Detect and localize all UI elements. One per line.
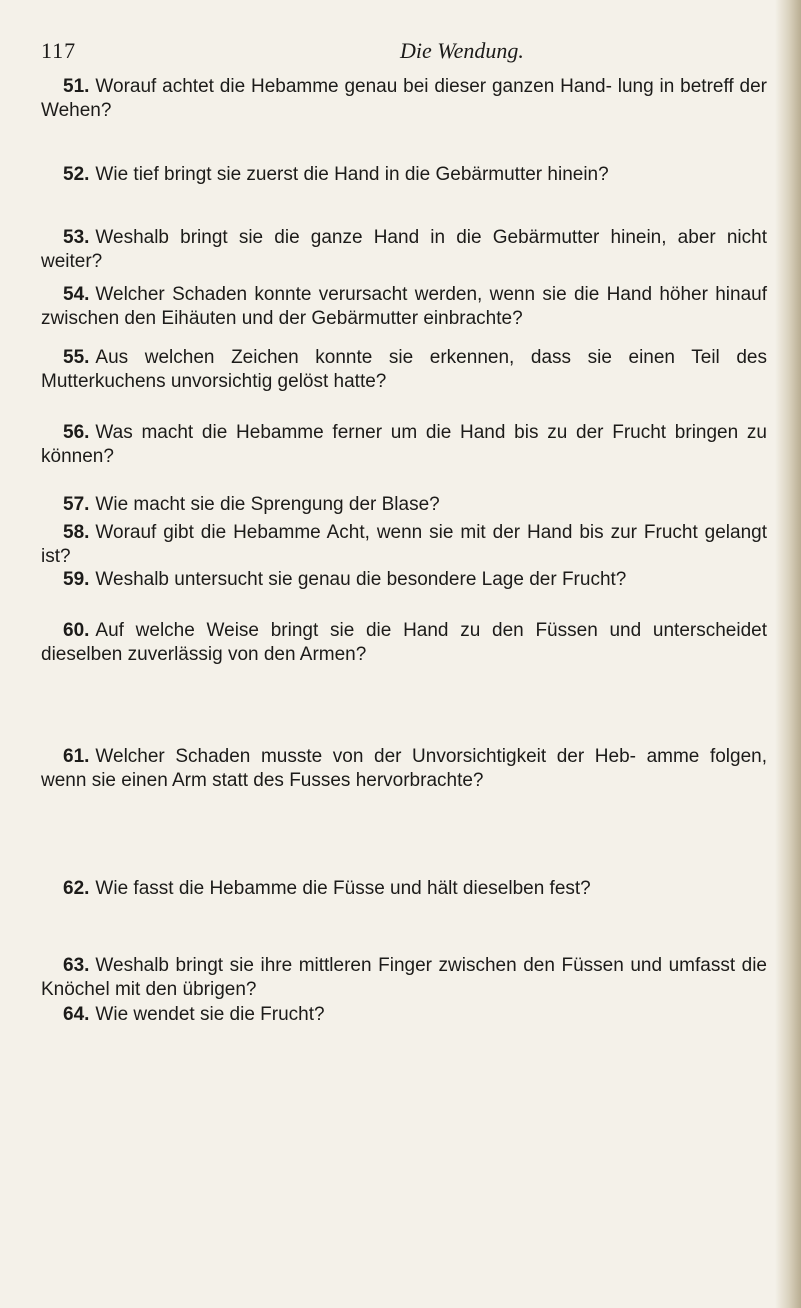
question-text: Worauf achtet die Hebamme genau bei dieser ganzen Hand- lung in betreff der Wehen? xyxy=(41,76,767,121)
question-text: Aus welchen Zeichen konnte sie erkennen, dass sie einen Teil des Mutterkuchens unvorsichtig gelöst hatte? xyxy=(41,347,767,392)
question-text: Weshalb bringt sie ihre mittleren Finger zwischen den Füssen und umfasst die Knöchel mit den übrigen? xyxy=(41,955,767,1000)
question-62 xyxy=(41,877,767,901)
question-52 xyxy=(41,163,767,187)
page-number: 117 xyxy=(41,38,77,63)
question-number: 59. xyxy=(63,569,90,590)
question-number: 58. xyxy=(63,522,90,543)
question-text: Weshalb untersucht sie genau die besondere Lage der Frucht? xyxy=(95,569,627,590)
question-number: 57. xyxy=(63,494,90,515)
question-58 xyxy=(41,521,767,569)
question-text: Weshalb bringt sie die ganze Hand in die Gebärmutter hinein, aber nicht weiter? xyxy=(41,227,767,272)
question-63 xyxy=(41,954,767,1002)
question-number: 63. xyxy=(63,955,90,976)
question-number: 55. xyxy=(63,347,90,368)
question-61 xyxy=(41,745,767,793)
question-60 xyxy=(41,619,767,667)
question-64 xyxy=(41,1003,767,1027)
question-text: Wie wendet sie die Frucht? xyxy=(95,1004,325,1025)
question-text: Wie tief bringt sie zuerst die Hand in die Gebärmutter hinein? xyxy=(95,164,609,185)
question-number: 61. xyxy=(63,746,90,767)
question-number: 51. xyxy=(63,76,90,97)
question-text: Welcher Schaden konnte verursacht werden, wenn sie die Hand höher hinauf zwischen den Eihäuten und der Gebärmutter einbrachte? xyxy=(41,284,767,329)
question-57 xyxy=(41,493,767,517)
question-59 xyxy=(41,568,767,592)
question-number: 60. xyxy=(63,620,90,641)
question-text: Auf welche Weise bringt sie die Hand zu den Füssen und unterscheidet dieselben zuverlässig von den Armen? xyxy=(41,620,767,665)
question-53 xyxy=(41,226,767,274)
question-text: Welcher Schaden musste von der Unvorsichtigkeit der Heb- amme folgen, wenn sie einen Arm statt des Fusses hervorbrachte? xyxy=(41,746,767,791)
question-text: Was macht die Hebamme ferner um die Hand bis zu der Frucht bringen zu können? xyxy=(41,422,767,467)
page-edge-shadow xyxy=(775,0,801,1308)
question-56 xyxy=(41,421,767,469)
question-51 xyxy=(41,75,767,123)
page-header xyxy=(41,38,741,68)
question-55 xyxy=(41,346,767,394)
question-54 xyxy=(41,283,767,331)
question-text: Wie macht sie die Sprengung der Blase? xyxy=(95,494,440,515)
question-number: 56. xyxy=(63,422,90,443)
running-title: Die Wendung. xyxy=(400,38,524,63)
question-number: 52. xyxy=(63,164,90,185)
question-number: 64. xyxy=(63,1004,90,1025)
question-text: Wie fasst die Hebamme die Füsse und hält dieselben fest? xyxy=(95,878,591,899)
question-text: Worauf gibt die Hebamme Acht, wenn sie mit der Hand bis zur Frucht gelangt ist? xyxy=(41,522,767,567)
question-number: 54. xyxy=(63,284,90,305)
question-number: 62. xyxy=(63,878,90,899)
question-number: 53. xyxy=(63,227,90,248)
